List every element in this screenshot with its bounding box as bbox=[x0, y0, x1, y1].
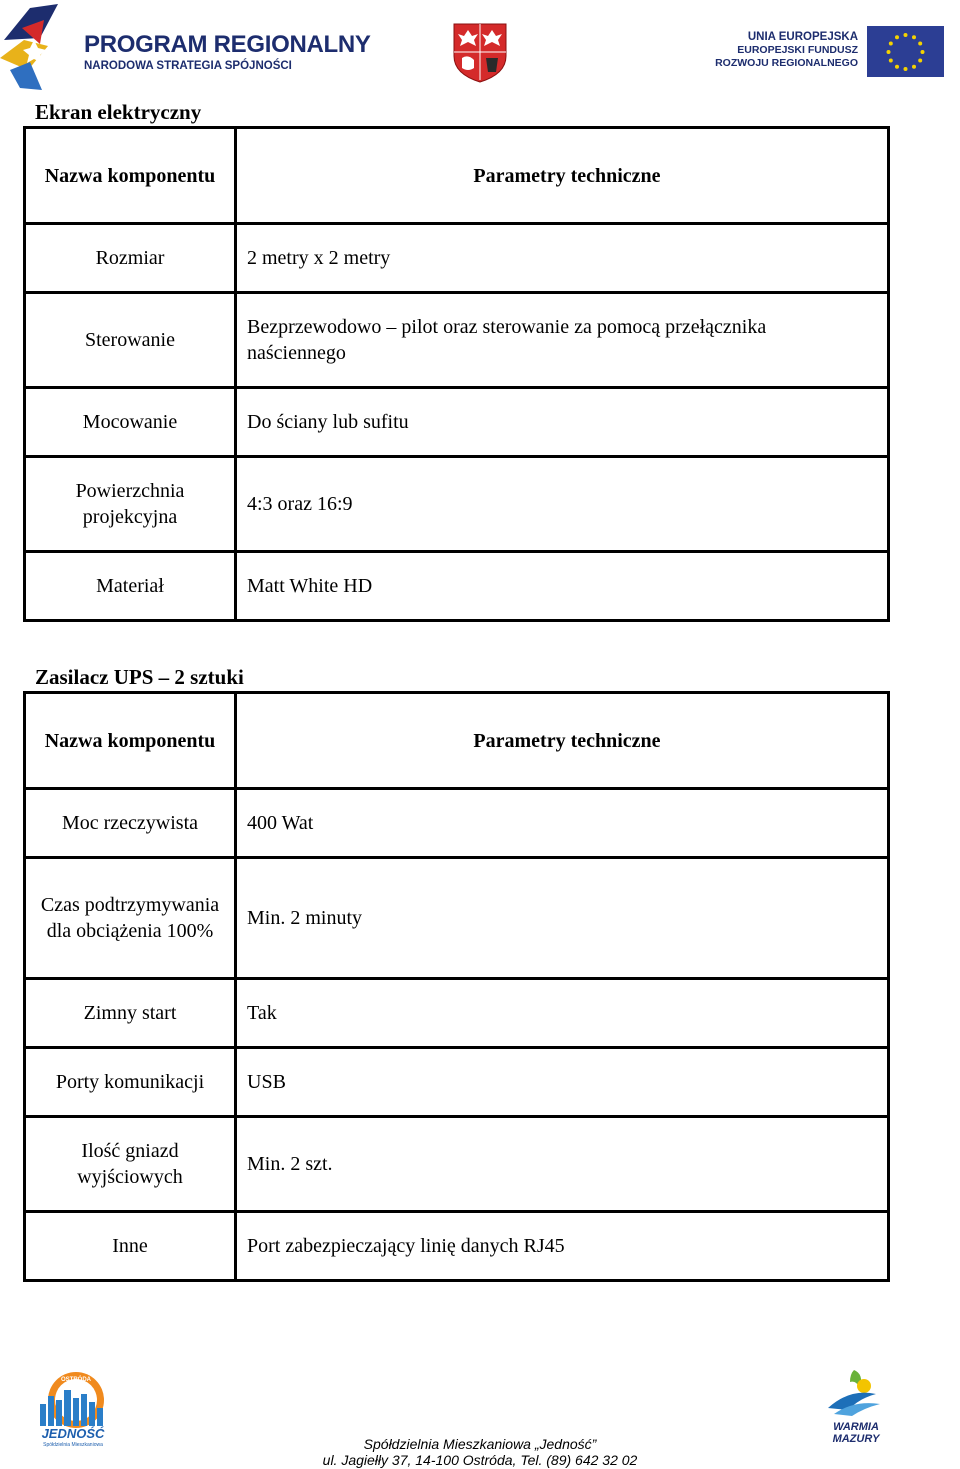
table-row bbox=[25, 789, 889, 858]
row-value: 4:3 oraz 16:9 bbox=[236, 457, 889, 552]
footer-org-name: Spółdzielnia Mieszkaniowa „Jedność” bbox=[363, 1436, 597, 1452]
logo-name-text: JEDNOŚĆ bbox=[41, 1426, 105, 1441]
header-component-name: Nazwa komponentu bbox=[25, 693, 236, 789]
page-header bbox=[0, 0, 960, 95]
row-name: Ilość gniazd wyjściowych bbox=[25, 1117, 236, 1212]
table-row bbox=[25, 979, 889, 1048]
table-row bbox=[25, 552, 889, 621]
row-value: 400 Wat bbox=[236, 789, 889, 858]
spec-table-ekran bbox=[23, 126, 890, 622]
row-name: Sterowanie bbox=[25, 293, 236, 388]
program-regionalny-logo bbox=[0, 0, 62, 92]
header-component-name: Nazwa komponentu bbox=[25, 128, 236, 224]
section-title-ekran: Ekran elektryczny bbox=[35, 100, 202, 124]
row-value: Port zabezpieczający linię danych RJ45 bbox=[236, 1212, 889, 1281]
spec-table-ups bbox=[23, 691, 890, 1282]
program-title: PROGRAM REGIONALNY bbox=[84, 31, 371, 58]
eu-line3: ROZWOJU REGIONALNEGO bbox=[715, 57, 858, 69]
row-name: Materiał bbox=[25, 552, 236, 621]
row-name: Moc rzeczywista bbox=[25, 789, 236, 858]
table-row bbox=[25, 1048, 889, 1117]
table-header-row bbox=[25, 693, 889, 789]
row-value: USB bbox=[236, 1048, 889, 1117]
logo-sub-text: Spółdzielnia Mieszkaniowa bbox=[43, 1442, 103, 1448]
header-technical-params: Parametry techniczne bbox=[236, 693, 889, 789]
footer-address: ul. Jagiełły 37, 14-100 Ostróda, Tel. (89) 642 32 02 bbox=[322, 1452, 638, 1468]
table-row bbox=[25, 224, 889, 293]
eu-fund-text bbox=[715, 31, 858, 70]
row-value: Bezprzewodowo – pilot oraz sterowanie za pomocą przełącznika naściennego bbox=[236, 293, 889, 388]
table-header-row bbox=[25, 128, 889, 224]
row-name: Mocowanie bbox=[25, 388, 236, 457]
row-name: Zimny start bbox=[25, 979, 236, 1048]
row-value: Min. 2 minuty bbox=[236, 858, 889, 979]
logo-line2-text: MAZURY bbox=[832, 1433, 880, 1445]
row-name: Rozmiar bbox=[25, 224, 236, 293]
row-name: Powierzchnia projekcyjna bbox=[25, 457, 236, 552]
table-row bbox=[25, 1212, 889, 1281]
section-title-ups: Zasilacz UPS – 2 sztuki bbox=[35, 665, 244, 689]
eu-line1: UNIA EUROPEJSKA bbox=[747, 31, 858, 43]
eu-flag-icon bbox=[867, 26, 944, 77]
eu-line2: EUROPEJSKI FUNDUSZ bbox=[737, 44, 858, 56]
row-value: Tak bbox=[236, 979, 889, 1048]
header-technical-params: Parametry techniczne bbox=[236, 128, 889, 224]
warmia-mazury-logo bbox=[820, 1368, 896, 1446]
row-name: Czas podtrzymywania dla obciążenia 100% bbox=[25, 858, 236, 979]
table-row bbox=[25, 457, 889, 552]
row-name: Inne bbox=[25, 1212, 236, 1281]
row-value: Matt White HD bbox=[236, 552, 889, 621]
logo-city-text: OSTRÓDA bbox=[61, 1377, 91, 1383]
row-value: 2 metry x 2 metry bbox=[236, 224, 889, 293]
table-row bbox=[25, 1117, 889, 1212]
table-row bbox=[25, 293, 889, 388]
row-value: Min. 2 szt. bbox=[236, 1117, 889, 1212]
table-row bbox=[25, 388, 889, 457]
logo-line1-text: WARMIA bbox=[833, 1421, 879, 1433]
coat-of-arms-icon bbox=[452, 22, 508, 84]
row-value: Do ściany lub sufitu bbox=[236, 388, 889, 457]
table-row bbox=[25, 858, 889, 979]
row-name: Porty komunikacji bbox=[25, 1048, 236, 1117]
program-subtitle: NARODOWA STRATEGIA SPÓJNOŚCI bbox=[84, 60, 292, 72]
